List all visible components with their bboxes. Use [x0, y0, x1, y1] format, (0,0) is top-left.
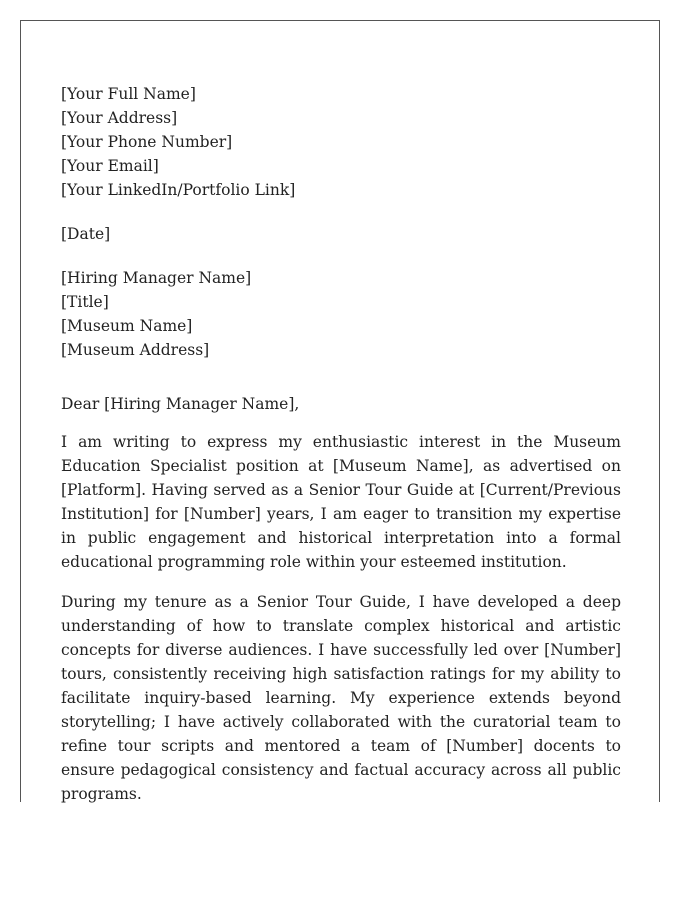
letter-content: [61, 82, 621, 806]
date-block: [61, 222, 621, 246]
body-paragraph-intro: I am writing to express my enthusiastic interest in the Museum Education Specialist position at [Museum Name], as advertised on [Platform]. Having served as a Senior Tour Guide at [Current/Previous Institution] for [Number] years, I am eager to transition my expertise in public engagement and historical interpretation into a formal educational programming role within your esteemed institution.: [61, 433, 621, 571]
sender-block: [61, 82, 621, 202]
body-paragraph-experience: During my tenure as a Senior Tour Guide, I have developed a deep understanding of how to translate complex historical and artistic concepts for diverse audiences. I have successfully led over [Number] tours, consistently receiving high satisfaction ratings for my ability to facilitate inquiry-based learning. My experience extends beyond storytelling; I have actively collaborated with the curatorial team to refine tour scripts and mentored a team of [Number] docents to ensure pedagogical consistency and factual accuracy across all public programs.: [61, 593, 621, 803]
letter-page: [20, 20, 660, 802]
sender-portfolio-link: [Your LinkedIn/Portfolio Link]: [61, 181, 296, 199]
recipient-name: [Hiring Manager Name]: [61, 269, 252, 287]
recipient-museum-address: [Museum Address]: [61, 341, 210, 359]
sender-name: [Your Full Name]: [61, 85, 196, 103]
recipient-block: [61, 266, 621, 362]
sender-address: [Your Address]: [61, 109, 178, 127]
sender-phone: [Your Phone Number]: [61, 133, 233, 151]
sender-email: [Your Email]: [61, 157, 159, 175]
recipient-museum-name: [Museum Name]: [61, 317, 193, 335]
recipient-title: [Title]: [61, 293, 109, 311]
letter-date: [Date]: [61, 225, 111, 243]
salutation: Dear [Hiring Manager Name],: [61, 395, 300, 413]
